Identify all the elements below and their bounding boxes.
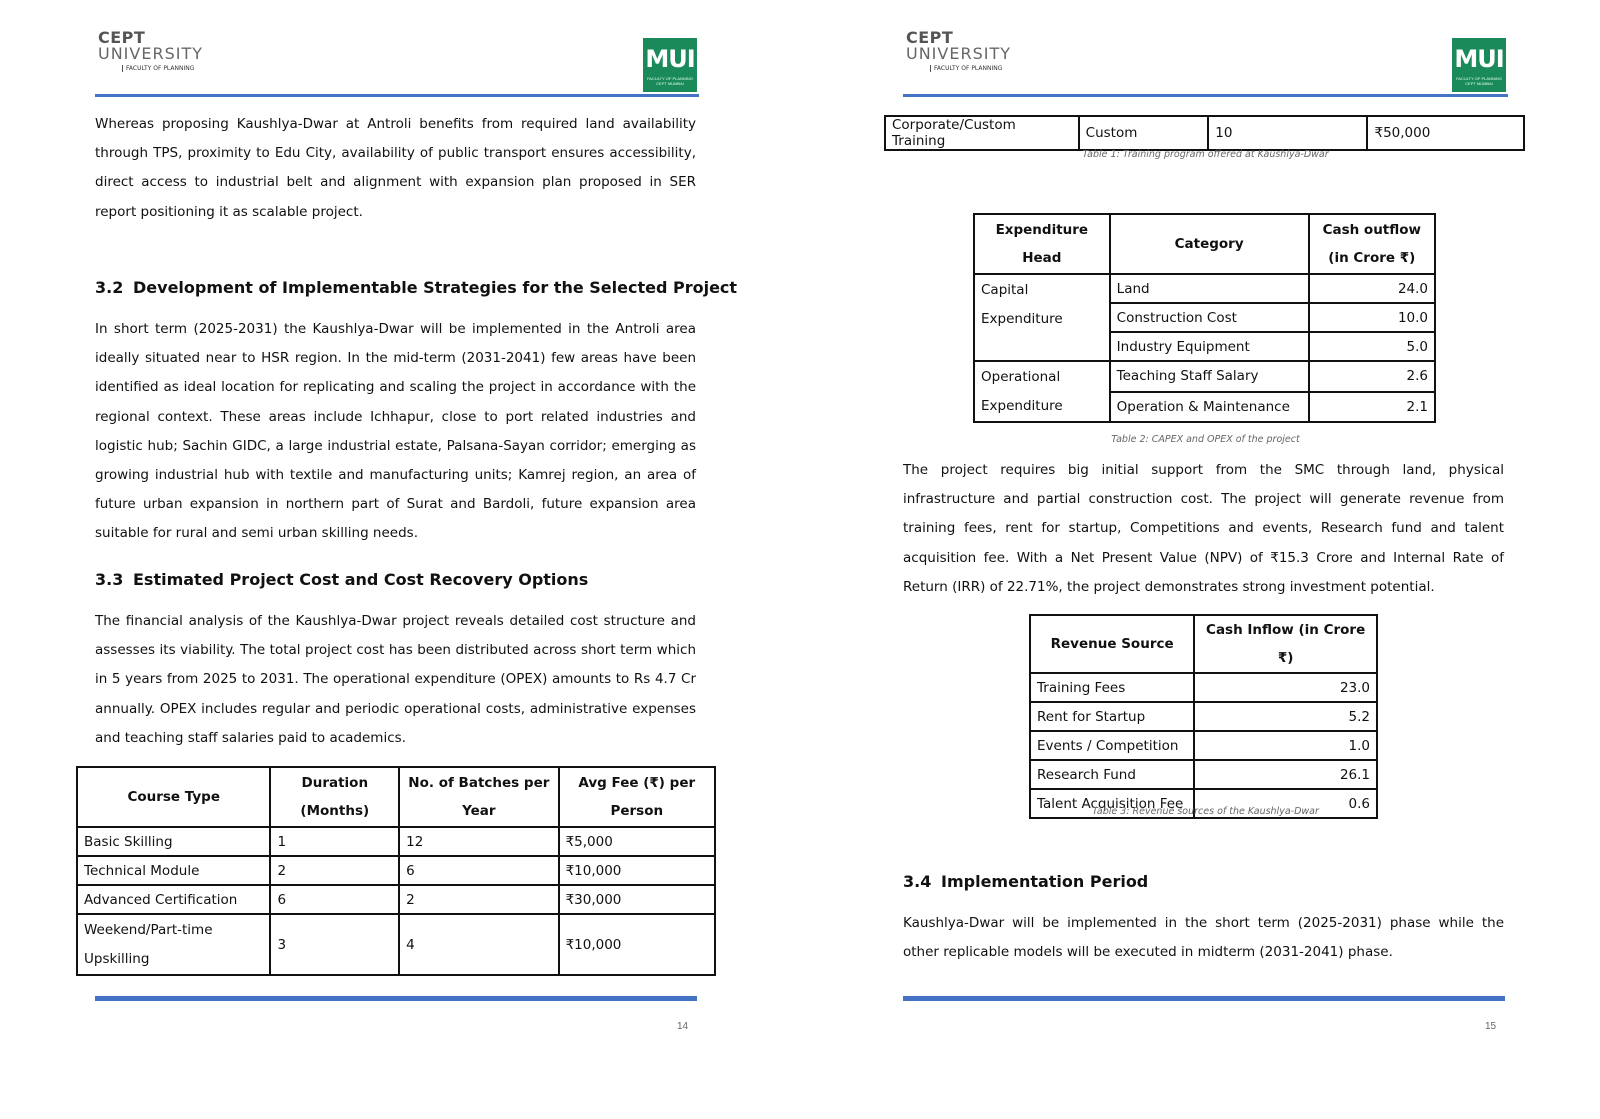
header-rule (903, 94, 1508, 97)
table-header-row (974, 214, 1435, 274)
header-duration: Duration (Months) (270, 767, 399, 827)
cell-batches: 10 (1208, 116, 1367, 150)
cell-value: 5.2 (1194, 702, 1377, 731)
cell-batches: 6 (399, 856, 558, 885)
cell-value: 0.6 (1194, 789, 1377, 818)
table-row (1030, 731, 1377, 760)
cell-fee: ₹5,000 (559, 827, 715, 856)
section-3-4-heading: 3.4 Implementation Period (903, 872, 1149, 891)
cell-batches: 2 (399, 885, 558, 914)
cell-course-type: Basic Skilling (77, 827, 270, 856)
table-1-caption: Table 1: Training program offered at Kaushlya-Dwar (1082, 149, 1329, 160)
header-cash-inflow: Cash Inflow (in Crore ₹) (1194, 615, 1377, 673)
page-number: 15 (1485, 1021, 1497, 1032)
cept-university-logo: CEPT UNIVERSITY FACULTY OF PLANNING (906, 28, 1011, 72)
header-batches: No. of Batches per Year (399, 767, 558, 827)
footer-rule (903, 996, 1505, 1001)
header-rule (95, 94, 699, 97)
cept-university-logo: CEPT UNIVERSITY FACULTY OF PLANNING (98, 28, 203, 72)
section-3-2-heading: 3.2 Development of Implementable Strategies for the Selected Project (95, 278, 738, 297)
header-revenue-source: Revenue Source (1030, 615, 1194, 673)
cell-value: 1.0 (1194, 731, 1377, 760)
cell-category: Industry Equipment (1110, 332, 1309, 361)
cell-expenditure-head: Operational Expenditure (974, 361, 1110, 422)
cell-value: 24.0 (1309, 274, 1435, 303)
cell-fee: ₹10,000 (559, 914, 715, 975)
table-row (77, 885, 715, 914)
header-expenditure-head: Expenditure Head (974, 214, 1110, 274)
header-avg-fee: Avg Fee (₹) per Person (559, 767, 715, 827)
cell-batches: 4 (399, 914, 558, 975)
mui-logo: MUI FACULTY OF PLANNING CEPT MUMBAI (643, 38, 697, 92)
page-15 (800, 0, 1600, 1119)
table-row (974, 361, 1435, 392)
capex-opex-table (973, 213, 1436, 423)
table-header-row (1030, 615, 1377, 673)
section-3-2-body: In short term (2025-2031) the Kaushlya-Dwar will be implemented in the Antroli area ideally situated near to HSR region. In the mid-term (2031-2041) few areas have been identified as ideal location for replicating and scaling the project in accordance with the regional context. These areas include Ichhapur, close to port related industries and logistic hub; Sachin GIDC, a large industrial estate, Palsana-Sayan corridor; emerging as growing industrial hub with textile and manufacturing units; Kamrej region, an area of future urban expansion in northern part of Surat and Bardoli, future expansion area suitable for rural and semi urban skilling needs. (95, 321, 696, 542)
cell-fee: ₹50,000 (1367, 116, 1524, 150)
cell-course-type: Technical Module (77, 856, 270, 885)
cell-fee: ₹10,000 (559, 856, 715, 885)
cell-duration: Custom (1079, 116, 1209, 150)
mui-logo: MUI FACULTY OF PLANNING CEPT MUMBAI (1452, 38, 1506, 92)
cell-category: Construction Cost (1110, 303, 1309, 332)
table-row (974, 274, 1435, 303)
cell-category: Operation & Maintenance (1110, 392, 1309, 423)
table-row (1030, 760, 1377, 789)
cell-batches: 12 (399, 827, 558, 856)
footer-rule (95, 996, 697, 1001)
table-row (1030, 673, 1377, 702)
header-cash-outflow: Cash outflow (in Crore ₹) (1309, 214, 1435, 274)
intro-paragraph: Whereas proposing Kaushlya-Dwar at Antroli benefits from required land availability through TPS, proximity to Edu City, availability of public transport ensures accessibility, direct access to industrial belt and alignment with expansion plan proposed in SER report positioning it as scalable project. (95, 116, 696, 220)
cell-duration: 1 (270, 827, 399, 856)
cell-revenue-source: Events / Competition (1030, 731, 1194, 760)
table-header-row (77, 767, 715, 827)
cell-value: 2.6 (1309, 361, 1435, 392)
section-3-3-body: The financial analysis of the Kaushlya-Dwar project reveals detailed cost structure and assesses its viability. The total project cost has been distributed across short term which in 5 years from 2025 to 2031. The operational expenditure (OPEX) amounts to Rs 4.7 Cr annually. OPEX includes regular and periodic operational costs, administrative expenses and teaching staff salaries paid to academics. (95, 613, 696, 746)
cell-category: Teaching Staff Salary (1110, 361, 1309, 392)
cell-duration: 3 (270, 914, 399, 975)
table-row (1030, 702, 1377, 731)
header-course-type: Course Type (77, 767, 270, 827)
cell-course-type: Advanced Certification (77, 885, 270, 914)
cell-duration: 6 (270, 885, 399, 914)
table-row (77, 914, 715, 975)
table-3-caption: Table 3: Revenue sources of the Kaushlya-Dwar (1092, 806, 1319, 817)
section-3-3-heading: 3.3 Estimated Project Cost and Cost Recovery Options (95, 570, 589, 589)
npv-paragraph: The project requires big initial support from the SMC through land, physical infrastructure and partial construction cost. The project will generate revenue from training fees, rent for startup, Competitions and events, Research fund and talent acquisition fee. With a Net Present Value (NPV) of ₹15.3 Crore and Internal Rate of Return (IRR) of 22.71%, the project demonstrates strong investment potential. (903, 462, 1504, 595)
cell-value: 23.0 (1194, 673, 1377, 702)
cell-revenue-source: Talent Acquisition Fee (1030, 789, 1194, 818)
cell-value: 5.0 (1309, 332, 1435, 361)
page-number: 14 (677, 1021, 689, 1032)
cell-revenue-source: Training Fees (1030, 673, 1194, 702)
cell-revenue-source: Research Fund (1030, 760, 1194, 789)
cell-value: 2.1 (1309, 392, 1435, 423)
cell-revenue-source: Rent for Startup (1030, 702, 1194, 731)
header-category: Category (1110, 214, 1309, 274)
cell-category: Land (1110, 274, 1309, 303)
cell-course-type: Weekend/Part-time Upskilling (77, 914, 270, 975)
training-program-table (76, 766, 716, 976)
section-3-4-body: Kaushlya-Dwar will be implemented in the short term (2025-2031) phase while the other replicable models will be executed in midterm (2031-2041) phase. (903, 915, 1504, 961)
cell-value: 26.1 (1194, 760, 1377, 789)
cell-fee: ₹30,000 (559, 885, 715, 914)
table-row (77, 827, 715, 856)
cell-expenditure-head: Capital Expenditure (974, 274, 1110, 361)
table-row (77, 856, 715, 885)
cell-duration: 2 (270, 856, 399, 885)
revenue-sources-table (1029, 614, 1378, 819)
table-row (885, 116, 1524, 150)
cell-course-type: Corporate/Custom Training (885, 116, 1079, 150)
table-2-caption: Table 2: CAPEX and OPEX of the project (1111, 434, 1300, 445)
training-program-table-continued (884, 115, 1525, 151)
cell-value: 10.0 (1309, 303, 1435, 332)
